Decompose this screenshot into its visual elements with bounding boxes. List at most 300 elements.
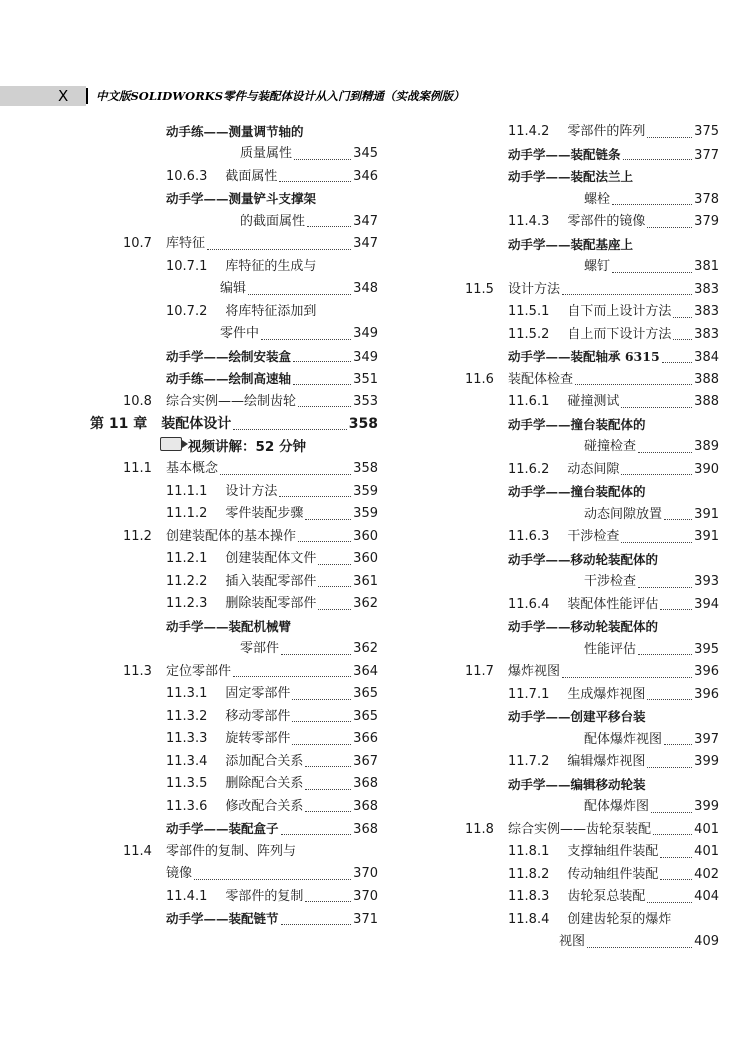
toc-entry-page: 388 xyxy=(694,394,719,409)
toc-entry[interactable] xyxy=(508,549,719,571)
toc-entry[interactable] xyxy=(508,841,719,863)
toc-entry[interactable] xyxy=(240,143,378,165)
toc-entry-title: 固定零部件 xyxy=(225,686,291,701)
dot-leader xyxy=(305,891,351,902)
toc-entry-number: 11.3.5 xyxy=(166,776,208,791)
toc-entry-number: 11.2.2 xyxy=(166,573,208,589)
toc-entry-number: 11.6.2 xyxy=(508,461,550,477)
toc-entry-page: 346 xyxy=(353,168,378,184)
dot-leader xyxy=(623,149,693,160)
toc-entry-title: 动态间隙放置 xyxy=(584,506,663,522)
toc-entry[interactable] xyxy=(123,661,378,683)
toc-entry-page: 360 xyxy=(353,528,378,544)
toc-entry-page: 362 xyxy=(353,596,378,611)
dot-leader xyxy=(647,217,692,228)
dot-leader xyxy=(587,937,692,948)
toc-entry[interactable] xyxy=(508,234,719,256)
dot-leader xyxy=(294,149,351,160)
toc-entry-title: 动手学——编辑移动轮装 xyxy=(508,776,646,792)
toc-entry-page: 345 xyxy=(353,146,378,161)
toc-entry[interactable] xyxy=(123,233,378,255)
toc-entry[interactable] xyxy=(584,729,719,751)
dot-leader xyxy=(305,779,351,790)
toc-entry-page: 349 xyxy=(353,349,378,365)
toc-entry-title: 删除装配零部件 xyxy=(225,596,317,611)
dot-leader xyxy=(660,869,692,880)
toc-entry[interactable] xyxy=(166,751,378,773)
dot-leader xyxy=(233,666,351,677)
dot-leader xyxy=(293,351,351,362)
toc-entry-title: 动手学——装配链条 xyxy=(508,146,621,162)
toc-entry-number: 11.6.1 xyxy=(508,394,550,409)
toc-entry[interactable] xyxy=(166,886,378,908)
toc-entry-title: 动手学——装配盒子 xyxy=(166,821,279,836)
toc-entry-page: 368 xyxy=(353,798,378,814)
toc-entry-number: 11.6 xyxy=(465,371,494,387)
toc-entry-page: 396 xyxy=(694,686,719,702)
toc-entry[interactable] xyxy=(508,211,719,233)
toc-entry[interactable] xyxy=(508,166,719,188)
toc-entry-number: 第 11 章 xyxy=(90,416,148,432)
toc-entry[interactable] xyxy=(465,369,719,391)
toc-entry-number: 10.8 xyxy=(123,393,152,409)
toc-entry-number: 11.5.1 xyxy=(508,304,550,319)
toc-entry[interactable] xyxy=(123,526,378,548)
dot-leader xyxy=(647,689,692,700)
dot-leader xyxy=(292,734,351,745)
toc-entry[interactable] xyxy=(508,301,719,323)
toc-entry-number: 11.8.1 xyxy=(508,844,550,859)
toc-entry-title: 动手学——移动轮装配体的 xyxy=(508,619,659,634)
toc-entry-title: 零部件的镜像 xyxy=(567,214,646,229)
dot-leader xyxy=(248,284,351,295)
toc-entry[interactable] xyxy=(166,121,352,143)
toc-entry-title: 装配体性能评估 xyxy=(567,596,659,612)
toc-entry-title: 镜像 xyxy=(166,866,193,881)
dot-leader xyxy=(292,689,351,700)
toc-entry-page: 409 xyxy=(694,934,719,949)
toc-entry-title: 截面属性 xyxy=(225,168,278,184)
toc-entry[interactable] xyxy=(166,256,352,278)
toc-entry-number: 10.7.2 xyxy=(166,303,208,319)
dot-leader xyxy=(318,554,351,565)
toc-entry-title: 传动轴组件装配 xyxy=(567,866,659,882)
toc-entry-page: 383 xyxy=(694,326,719,342)
video-camera-icon xyxy=(160,437,182,451)
toc-entry-title: 性能评估 xyxy=(584,641,637,657)
toc-entry-title: 零部件的复制、阵列与 xyxy=(165,843,296,859)
toc-entry[interactable] xyxy=(166,706,378,728)
toc-entry-title: 螺栓 xyxy=(584,191,611,207)
toc-entry[interactable] xyxy=(508,864,719,886)
toc-entry-number: 11.7.2 xyxy=(508,754,550,769)
toc-entry-page: 368 xyxy=(353,776,378,791)
toc-entry-title: 动手练——绘制高速轴 xyxy=(166,371,292,386)
dot-leader xyxy=(612,194,692,205)
toc-entry-number: 11.5.2 xyxy=(508,326,550,342)
toc-entry[interactable] xyxy=(465,661,719,683)
toc-entry[interactable] xyxy=(508,346,719,368)
toc-entry[interactable] xyxy=(508,774,719,796)
toc-entry[interactable] xyxy=(508,706,719,728)
dot-leader xyxy=(281,644,351,655)
toc-entry[interactable] xyxy=(584,189,719,211)
toc-entry-page: 362 xyxy=(353,641,378,656)
toc-entry-page: 370 xyxy=(353,866,378,881)
toc-entry-page: 391 xyxy=(694,506,719,522)
toc-entry-page: 371 xyxy=(353,912,378,927)
toc-entry-number: 11.3 xyxy=(123,663,152,679)
toc-entry-title: 动手学——测量铲斗支撑架 xyxy=(166,191,317,206)
toc-entry-title: 干涉检查 xyxy=(584,574,637,589)
toc-entry[interactable] xyxy=(166,773,378,795)
dot-leader xyxy=(647,127,692,138)
dot-leader xyxy=(279,171,351,182)
toc-entry-title: 动手学——创建平移台装 xyxy=(508,709,646,724)
dot-leader xyxy=(575,374,692,385)
toc-entry-page: 379 xyxy=(694,214,719,229)
toc-entry-title: 配体爆炸图 xyxy=(584,799,650,814)
toc-entry-page: 358 xyxy=(348,416,378,432)
toc-entry[interactable] xyxy=(508,886,719,908)
toc-entry[interactable] xyxy=(584,571,719,593)
toc-entry[interactable] xyxy=(559,931,719,953)
toc-entry-page: 399 xyxy=(694,799,719,814)
toc-entry-page: 377 xyxy=(694,147,719,163)
toc-entry[interactable] xyxy=(166,908,378,930)
dot-leader xyxy=(307,216,351,227)
toc-entry[interactable] xyxy=(508,324,719,346)
dot-leader xyxy=(673,307,692,318)
toc-entry-title: 配体爆炸视图 xyxy=(584,731,663,747)
toc-entry-page: 397 xyxy=(694,731,719,747)
toc-entry-page: 365 xyxy=(353,686,378,701)
toc-entry-title: 零件中 xyxy=(220,326,260,341)
toc-entry[interactable] xyxy=(166,548,378,570)
dot-leader xyxy=(638,577,692,588)
dot-leader xyxy=(562,284,692,295)
toc-entry-title: 库特征的生成与 xyxy=(225,258,317,274)
toc-entry-page: 348 xyxy=(353,281,378,296)
toc-entry[interactable] xyxy=(220,278,378,300)
toc-entry-page: 383 xyxy=(694,304,719,319)
toc-entry[interactable] xyxy=(166,503,378,525)
toc-entry[interactable] xyxy=(508,751,719,773)
toc-entry[interactable] xyxy=(508,684,719,706)
toc-entry[interactable] xyxy=(220,323,378,345)
toc-entry[interactable] xyxy=(160,436,360,458)
dot-leader xyxy=(664,734,692,745)
toc-entry-title: 综合实例——绘制齿轮 xyxy=(165,393,296,409)
toc-entry-number: 11.4.3 xyxy=(508,214,550,229)
dot-leader xyxy=(562,667,692,678)
toc-entry-title: 插入装配零部件 xyxy=(225,573,317,589)
toc-entry-title: 创建装配体的基本操作 xyxy=(165,528,296,544)
toc-entry[interactable] xyxy=(508,121,719,143)
toc-entry-page: 389 xyxy=(694,439,719,454)
toc-entry-title: 自下而上设计方法 xyxy=(567,304,672,319)
toc-entry-page: 347 xyxy=(353,236,378,251)
toc-entry-title: 视频讲解：52 分钟 xyxy=(188,438,306,455)
toc-entry-number: 11.2.1 xyxy=(166,551,208,566)
toc-entry-title: 创建装配体文件 xyxy=(225,551,317,566)
toc-entry-title: 动手学——装配基座上 xyxy=(508,236,634,252)
dot-leader xyxy=(261,329,351,340)
toc-entry-number: 11.1 xyxy=(123,461,152,476)
toc-entry-page: 396 xyxy=(694,664,719,679)
dot-leader xyxy=(318,576,351,587)
toc-entry-page: 359 xyxy=(353,506,378,521)
toc-entry-number: 10.7.1 xyxy=(166,258,208,274)
toc-entry-title: 生成爆炸视图 xyxy=(567,686,646,702)
toc-entry[interactable] xyxy=(166,481,378,503)
toc-entry-number: 11.4 xyxy=(123,843,152,859)
toc-entry-page: 393 xyxy=(694,574,719,589)
toc-entry[interactable] xyxy=(166,863,378,885)
toc-entry[interactable] xyxy=(123,841,378,863)
dot-leader xyxy=(660,599,692,610)
toc-entry[interactable] xyxy=(508,481,719,503)
toc-entry-title: 动态间隙 xyxy=(567,461,620,477)
toc-entry-page: 375 xyxy=(694,124,719,139)
toc-entry-title: 删除配合关系 xyxy=(225,776,304,791)
toc-entry-title: 碰撞检查 xyxy=(584,439,637,454)
toc-entry-title: 爆炸视图 xyxy=(507,664,560,679)
dot-leader xyxy=(298,396,351,407)
toc-entry-title: 设计方法 xyxy=(225,483,278,499)
toc-entry-page: 404 xyxy=(694,889,719,904)
toc-entry-number: 11.2 xyxy=(123,528,152,544)
toc-entry-title: 齿轮泵总装配 xyxy=(567,889,646,904)
toc-entry-title: 库特征 xyxy=(165,236,205,251)
dot-leader xyxy=(621,464,692,475)
toc-entry[interactable] xyxy=(508,391,719,413)
toc-entry-title: 质量属性 xyxy=(240,146,293,161)
toc-entry-title: 综合实例——齿轮泵装配 xyxy=(507,821,651,837)
dot-leader xyxy=(662,352,693,363)
toc-entry-title: 动手学——装配轴承 6315 xyxy=(508,349,660,364)
toc-entry-page: 381 xyxy=(694,259,719,274)
toc-entry[interactable] xyxy=(508,616,719,638)
toc-entry-title: 零件装配步骤 xyxy=(225,506,304,521)
dot-leader xyxy=(653,824,692,835)
dot-leader xyxy=(305,801,351,812)
toc-entry-title: 创建齿轮泵的爆炸 xyxy=(567,911,672,927)
toc-entry[interactable] xyxy=(584,796,719,818)
toc-entry-page: 365 xyxy=(353,708,378,724)
toc-entry[interactable] xyxy=(508,909,719,931)
dot-leader xyxy=(673,329,692,340)
toc-entry-title: 螺钉 xyxy=(584,259,611,274)
toc-entry-title: 动手学——撞台装配体的 xyxy=(508,416,646,432)
toc-entry-title: 动手学——移动轮装配体的 xyxy=(508,551,659,567)
toc-entry[interactable] xyxy=(166,796,378,818)
dot-leader xyxy=(621,532,692,543)
dot-leader xyxy=(647,757,692,768)
toc-entry-title: 零部件 xyxy=(240,641,280,656)
toc-entry-number: 11.8.4 xyxy=(508,911,550,927)
toc-entry-number: 11.8.2 xyxy=(508,866,550,882)
toc-entry-page: 401 xyxy=(694,821,719,837)
toc-entry-number: 11.8 xyxy=(465,821,494,837)
toc-entry[interactable] xyxy=(166,683,378,705)
toc-entry-title: 动手学——装配链节 xyxy=(166,911,279,926)
toc-entry-page: 401 xyxy=(694,844,719,859)
toc-entry-number: 10.6.3 xyxy=(166,168,208,184)
toc-entry-title: 碰撞测试 xyxy=(567,394,620,409)
toc-entry-page: 402 xyxy=(694,866,719,882)
toc-entry-page: 399 xyxy=(694,754,719,769)
toc-entry[interactable] xyxy=(584,504,719,526)
toc-entry-number: 11.4.2 xyxy=(508,124,550,139)
toc-entry-page: 384 xyxy=(694,350,719,365)
toc-entry[interactable] xyxy=(166,728,378,750)
dot-leader xyxy=(281,914,352,925)
dot-leader xyxy=(638,644,692,655)
toc-entry-page: 353 xyxy=(353,393,378,409)
toc-entry-page: 383 xyxy=(694,281,719,297)
toc-entry[interactable] xyxy=(166,571,378,593)
toc-entry-page: 351 xyxy=(353,372,378,387)
toc-entry-title: 动手学——装配法兰上 xyxy=(508,169,634,184)
toc-entry-number: 11.3.1 xyxy=(166,686,208,701)
toc-entry[interactable] xyxy=(166,593,378,615)
dot-leader xyxy=(281,824,352,835)
toc-entry-number: 11.8.3 xyxy=(508,889,550,904)
toc-entry-title: 将库特征添加到 xyxy=(225,303,317,319)
toc-entry-number: 11.3.3 xyxy=(166,731,208,746)
toc-entry-number: 11.6.4 xyxy=(508,596,550,612)
toc-entry-page: 364 xyxy=(353,663,378,679)
toc-entry-page: 378 xyxy=(694,191,719,207)
toc-entry-number: 11.3.4 xyxy=(166,753,208,769)
toc-entry-title: 装配体检查 xyxy=(507,371,573,387)
toc-entry-title: 编辑爆炸视图 xyxy=(567,754,646,769)
toc-entry-page: 368 xyxy=(353,822,378,837)
toc-entry[interactable] xyxy=(584,436,719,458)
dot-leader xyxy=(305,756,351,767)
toc-entry-page: 391 xyxy=(694,529,719,544)
toc-entry-page: 361 xyxy=(353,573,378,589)
toc-entry-page: 359 xyxy=(353,483,378,499)
toc-entry-title: 动手学——撞台装配体的 xyxy=(508,484,646,499)
toc-entry[interactable] xyxy=(166,818,378,840)
toc-entry-title: 设计方法 xyxy=(507,281,560,297)
dot-leader xyxy=(298,531,351,542)
toc-entry-title: 旋转零部件 xyxy=(225,731,291,746)
dot-leader xyxy=(318,599,351,610)
toc-entry-number: 11.5 xyxy=(465,281,494,297)
dot-leader xyxy=(293,374,351,385)
toc-entry-page: 395 xyxy=(694,641,719,657)
toc-entry[interactable] xyxy=(166,616,352,638)
toc-entry[interactable] xyxy=(508,414,719,436)
toc-entry[interactable] xyxy=(508,526,719,548)
toc-entry-number: 11.6.3 xyxy=(508,529,550,544)
toc-entry-title: 修改配合关系 xyxy=(225,798,304,814)
toc-entry-number: 11.1.2 xyxy=(166,506,208,521)
dot-leader xyxy=(292,711,351,722)
toc-entry[interactable] xyxy=(584,639,719,661)
toc-entry[interactable] xyxy=(508,594,719,616)
dot-leader xyxy=(638,442,692,453)
toc-entry[interactable] xyxy=(166,301,352,323)
toc-entry-title: 动手学——装配机械臂 xyxy=(166,618,292,634)
toc-entry-number: 11.3.2 xyxy=(166,708,208,724)
toc-entry[interactable] xyxy=(123,391,378,413)
toc-entry-title: 零部件的复制 xyxy=(225,888,304,904)
toc-entry-number: 11.7.1 xyxy=(508,686,550,702)
toc-entry-page: 367 xyxy=(353,753,378,769)
toc-entry-title: 装配体设计 xyxy=(161,416,232,432)
toc-entry-page: 360 xyxy=(353,551,378,566)
dot-leader xyxy=(305,509,351,520)
toc-entry-page: 388 xyxy=(694,371,719,387)
running-header-title: 中文版SOLIDWORKS零件与装配体设计从入门到精通（实战案例版） xyxy=(96,89,465,103)
toc-entry-title: 视图 xyxy=(559,934,586,949)
toc-entry-title: 移动零部件 xyxy=(225,708,291,724)
toc-entry-title: 基本概念 xyxy=(165,461,218,476)
toc-entry-title: 支撑轴组件装配 xyxy=(567,844,659,859)
dot-leader xyxy=(220,464,351,475)
toc-entry[interactable] xyxy=(123,458,378,480)
dot-leader xyxy=(279,486,351,497)
toc-entry-number: 10.7 xyxy=(123,236,152,251)
toc-entry-title: 零部件的阵列 xyxy=(567,124,646,139)
toc-entry-page: 394 xyxy=(694,596,719,612)
toc-entry-page: 370 xyxy=(353,888,378,904)
dot-leader xyxy=(660,847,692,858)
toc-entry[interactable] xyxy=(240,211,378,233)
toc-entry-number: 11.2.3 xyxy=(166,596,208,611)
toc-entry-title: 动手学——绘制安装盒 xyxy=(166,348,292,364)
toc-entry[interactable] xyxy=(465,819,719,841)
toc-entry-page: 358 xyxy=(353,461,378,476)
toc-entry-title: 添加配合关系 xyxy=(225,753,304,769)
toc-entry-title: 动手练——测量调节轴的 xyxy=(166,123,304,139)
dot-leader xyxy=(194,869,351,880)
toc-entry[interactable] xyxy=(90,413,378,435)
dot-leader xyxy=(233,419,347,430)
toc-entry-title: 编辑 xyxy=(220,281,247,296)
toc-entry[interactable] xyxy=(508,459,719,481)
dot-leader xyxy=(621,397,692,408)
toc-entry-title: 的截面属性 xyxy=(240,213,306,229)
toc-entry-title: 定位零部件 xyxy=(165,663,231,679)
dot-leader xyxy=(612,262,692,273)
toc-entry-page: 349 xyxy=(353,326,378,341)
toc-entry-number: 11.3.6 xyxy=(166,798,208,814)
toc-entry-number: 11.7 xyxy=(465,664,494,679)
dot-leader xyxy=(651,802,692,813)
toc-entry[interactable] xyxy=(240,638,378,660)
toc-entry-title: 自上而下设计方法 xyxy=(567,326,672,342)
toc-entry[interactable] xyxy=(166,346,378,368)
toc-entry[interactable] xyxy=(166,368,378,390)
toc-entry-page: 390 xyxy=(694,461,719,477)
toc-entry[interactable] xyxy=(584,256,719,278)
toc-entry[interactable] xyxy=(166,188,352,210)
toc-entry[interactable] xyxy=(166,166,378,188)
toc-entry[interactable] xyxy=(465,279,719,301)
toc-entry-number: 11.4.1 xyxy=(166,888,208,904)
toc-entry[interactable] xyxy=(508,144,719,166)
dot-leader xyxy=(664,509,692,520)
toc-entry-page: 347 xyxy=(353,213,378,229)
page-number: X xyxy=(58,87,69,105)
header-divider xyxy=(86,88,88,104)
toc-entry-number: 11.1.1 xyxy=(166,483,208,499)
